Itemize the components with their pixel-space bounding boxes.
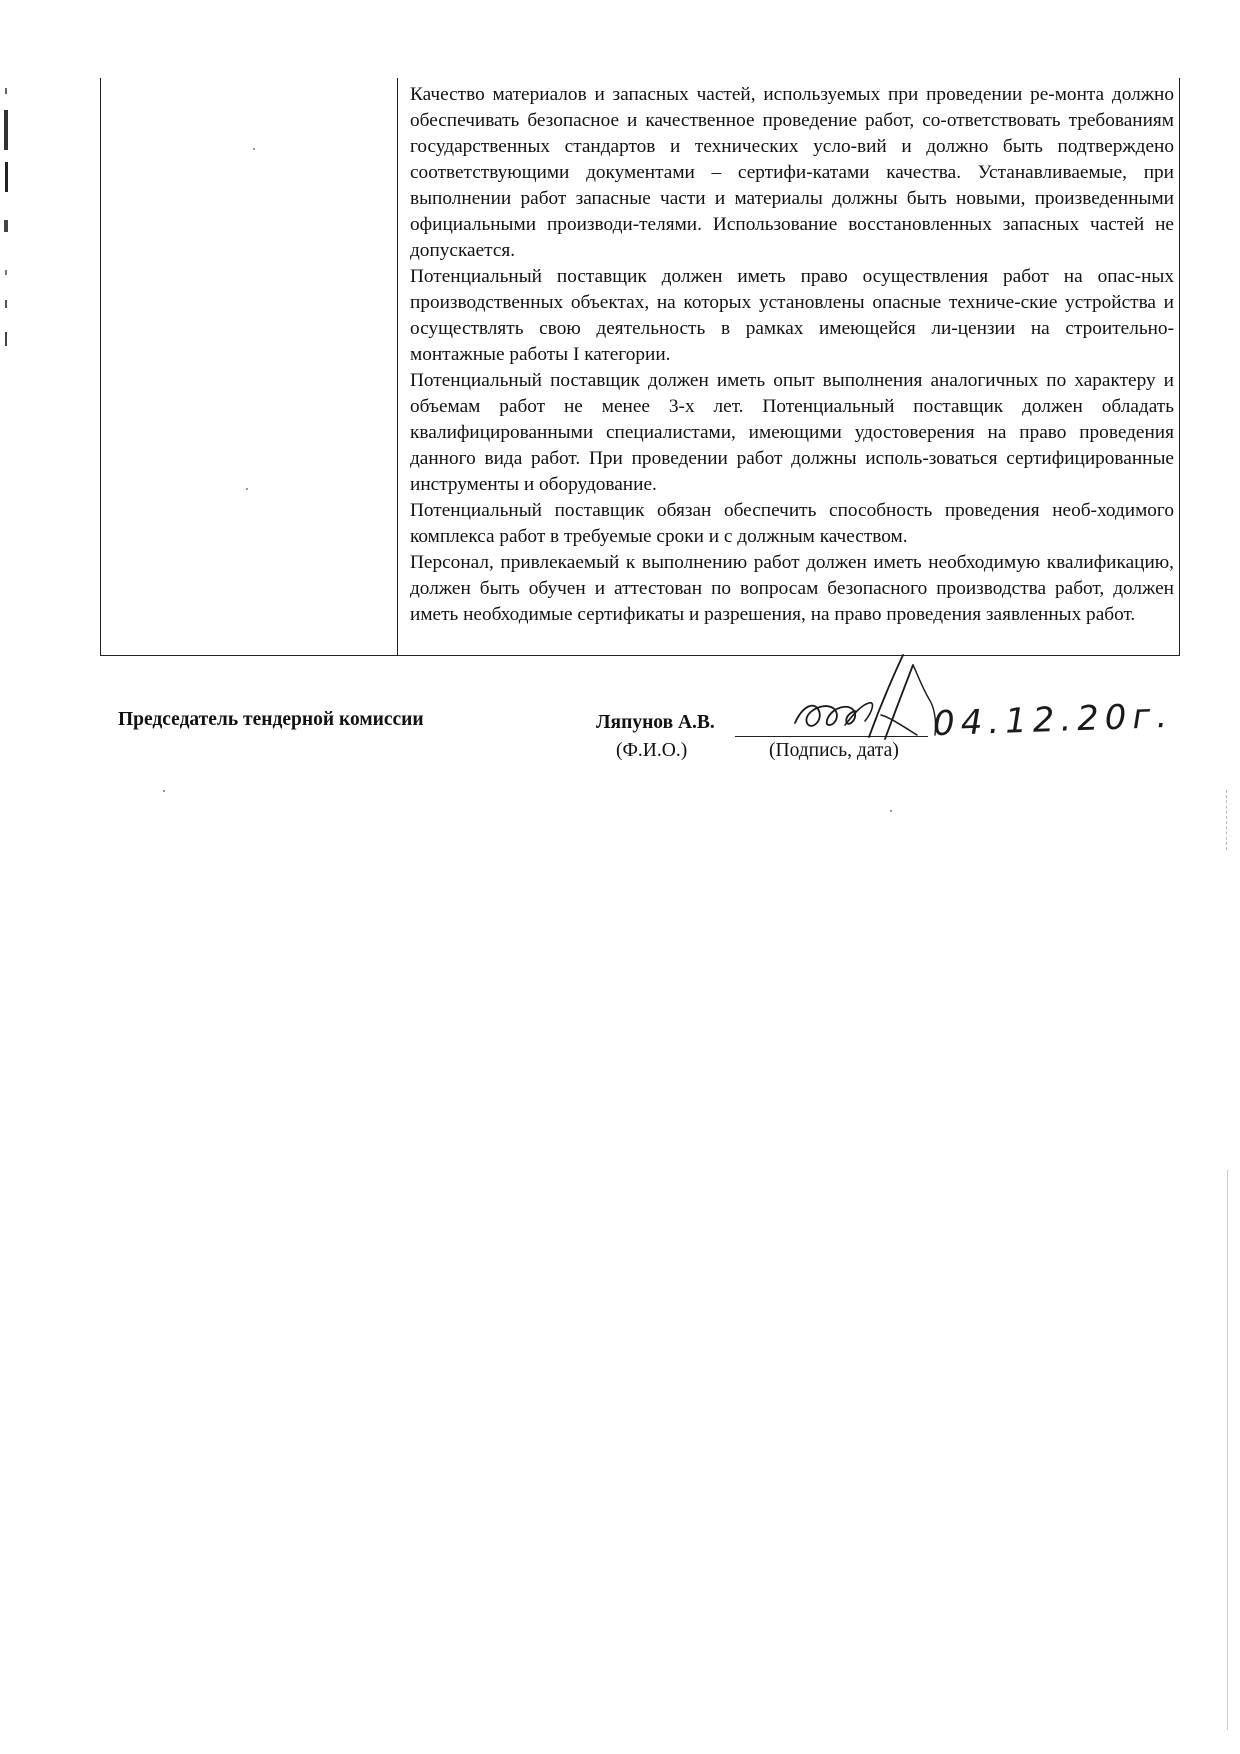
scan-edge-artifact [1227, 1170, 1230, 1730]
requirements-paragraph: Потенциальный поставщик обязан обеспечить способность проведения необ-ходимого комплекса работ в требуемые сроки и с должным качеством. [410, 500, 1174, 547]
requirements-paragraph: Потенциальный поставщик должен иметь право осуществления работ на опас-ных производственных объектах, на которых установлены опасные техниче-ские устройства и осуществлять свою деятельность в рамках имеющейся ли-цензии на строительно-монтажные работы I категории. [410, 266, 1174, 365]
commission-chair-role: Председатель тендерной комиссии [118, 709, 424, 730]
requirements-paragraph: Персонал, привлекаемый к выполнению работ должен иметь необходимую квалификацию, должен быть обучен и аттестован по вопросам безопасного производства работ, должен иметь необходимые сертификаты и разрешения, на право проведения заявленных работ. [410, 552, 1174, 625]
requirements-paragraph: Качество материалов и запасных частей, используемых при проведении ре-монта должно обеспечивать безопасное и качественное проведение работ, со-ответствовать требованиям государственных стандартов и технических усло-вий и должно быть подтверждено соответствующими документами – сертифи-катами качества. Устанавливаемые, при выполнении работ запасные части и материалы должны быть новыми, произведенными официальными производи-телями. Использование восстановленных запасных частей не допускается. [410, 84, 1174, 261]
signature-date-caption: (Подпись, дата) [769, 740, 899, 761]
scan-speck [890, 810, 892, 812]
handwritten-signature [785, 645, 955, 755]
requirements-paragraph: Потенциальный поставщик должен иметь опыт выполнения аналогичных по характеру и объемам работ не менее 3-х лет. Потенциальный поставщик должен обладать квалифицированными специалистами, имеющими удостоверения на право проведения данного вида работ. При проведении работ должны исполь-зоваться сертифицированные инструменты и оборудование. [410, 370, 1174, 495]
handwritten-date: 04.12.20г. [932, 695, 1174, 745]
signature-block [0, 0, 1240, 800]
signatory-name: Ляпунов А.В. [596, 712, 715, 733]
fio-caption: (Ф.И.О.) [616, 740, 688, 761]
